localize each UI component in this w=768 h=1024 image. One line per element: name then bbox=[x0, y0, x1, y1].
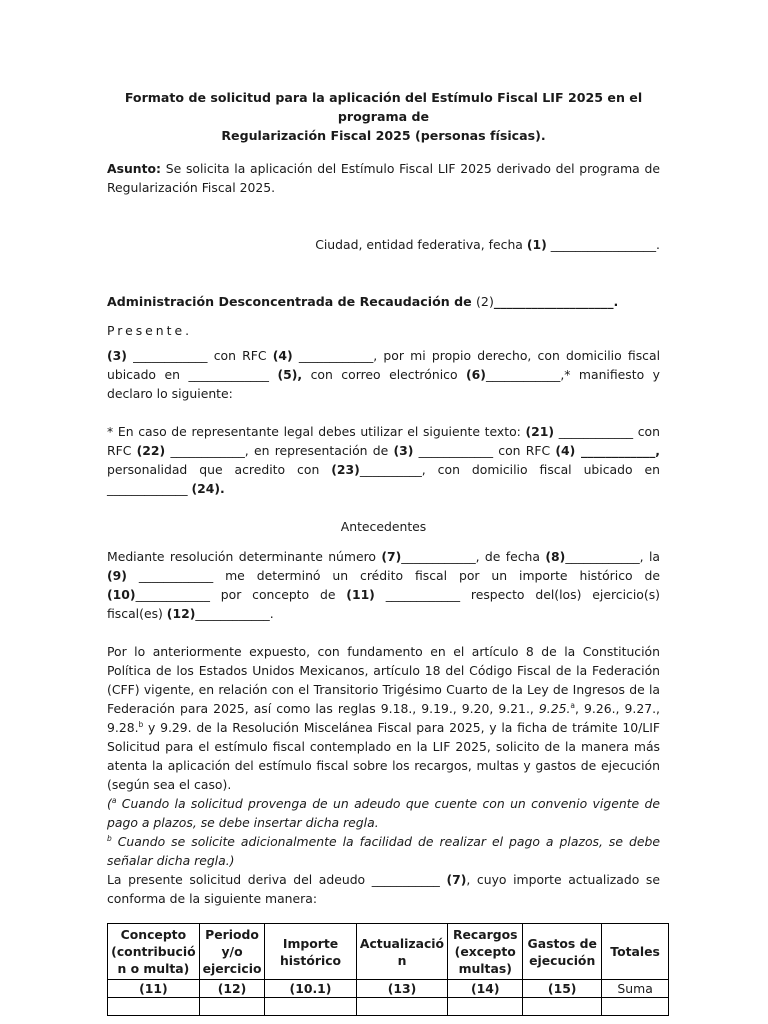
declaracion-paragraph bbox=[107, 346, 664, 403]
presente-text: Presente. bbox=[107, 323, 193, 338]
text-seg: , 9.26., 9.27., 9.28. bbox=[107, 701, 664, 735]
text-seg: __________, con domicilio fiscal ubicado en _____________ bbox=[107, 462, 664, 496]
text-seg: , cuyo importe actualizado se conforma de la siguiente manera: bbox=[107, 872, 664, 906]
text-seg: ____________,* manifiesto y declaro lo siguiente: bbox=[107, 367, 664, 401]
field-num: (10) bbox=[107, 587, 136, 602]
field-num: (9) bbox=[107, 568, 127, 583]
col-periodo: Periodo y/o ejercicio bbox=[199, 924, 265, 980]
footnote-mark-b: b bbox=[138, 719, 144, 729]
field-num: (22) bbox=[136, 443, 166, 458]
table-cell: (15) bbox=[523, 980, 602, 998]
field-num: (11) bbox=[346, 587, 375, 602]
table-cell bbox=[265, 998, 356, 1016]
fecha-num: (1) bbox=[526, 237, 547, 252]
asunto-paragraph bbox=[107, 159, 664, 197]
table-cell: (13) bbox=[356, 980, 448, 998]
title-line-1: Formato de solicitud para la aplicación del Estímulo Fiscal LIF 2025 en el programa de bbox=[124, 90, 643, 124]
field-num: (6) bbox=[466, 367, 486, 382]
text-seg: ____________ respecto del(los) ejercicio(s) fiscal(es) bbox=[107, 587, 664, 621]
text-seg: ____________, de fecha bbox=[401, 549, 546, 564]
administracion-line bbox=[107, 292, 660, 311]
text-seg: ____________ con RFC bbox=[413, 443, 556, 458]
document-title bbox=[107, 88, 660, 145]
text-seg: ____________ con RFC bbox=[126, 348, 273, 363]
table-cell bbox=[356, 998, 448, 1016]
footnote-mark-a: a bbox=[111, 795, 117, 805]
antecedentes-heading: Antecedentes bbox=[340, 519, 427, 534]
table-row bbox=[108, 980, 669, 998]
resolucion-paragraph bbox=[107, 547, 664, 623]
fundamento-paragraph bbox=[107, 642, 664, 794]
asunto-text: Se solicita la aplicación del Estímulo Fiscal LIF 2025 derivado del programa de Regularización Fiscal 2025. bbox=[107, 161, 664, 195]
fecha-line bbox=[107, 235, 660, 254]
field-num: (24). bbox=[191, 481, 225, 496]
table-cell: Suma bbox=[602, 980, 669, 998]
field-num: (8) bbox=[545, 549, 566, 564]
table-cell bbox=[523, 998, 602, 1016]
table-cell bbox=[602, 998, 669, 1016]
text-seg: ____________. bbox=[195, 606, 274, 621]
field-num: (7) bbox=[381, 549, 402, 564]
text-seg: ____________, por mi propio derecho, con domicilio fiscal ubicado en _____________ bbox=[107, 348, 664, 382]
text-seg: ____________, la bbox=[565, 549, 664, 564]
text-seg: ____________ por concepto de bbox=[135, 587, 347, 602]
note-text: Cuando la solicitud provenga de un adeudo que cuente con un convenio vigente de pago a plazos, se debe insertar dicha regla. bbox=[107, 796, 664, 830]
table-cell bbox=[108, 998, 200, 1016]
rule-italic: 9.25. bbox=[538, 701, 571, 716]
text-seg: La presente solicitud deriva del adeudo ___________ bbox=[107, 872, 447, 887]
title-line-2: Regularización Fiscal 2025 (personas físicas). bbox=[221, 128, 546, 143]
field-num: (23) bbox=[331, 462, 360, 477]
field-num: (3) bbox=[107, 348, 127, 363]
field-num: (21) bbox=[525, 424, 555, 439]
table-cell: (10.1) bbox=[265, 980, 356, 998]
note-text: Cuando se solicite adicionalmente la facilidad de realizar el pago a plazos, se debe señalar dicha regla.) bbox=[107, 834, 664, 868]
table-header-row bbox=[108, 924, 669, 980]
nota-b bbox=[107, 832, 664, 870]
fecha-text: Ciudad, entidad federativa, fecha bbox=[315, 237, 527, 252]
table-cell: (12) bbox=[199, 980, 265, 998]
note-paren: ( bbox=[107, 796, 112, 811]
fecha-blank: _________________. bbox=[546, 237, 660, 252]
text-seg: Por lo anteriormente expuesto, con fundamento en el artículo 8 de la Constitución Política de los Estados Unidos Mexicanos, artículo 18 del Código Fiscal de la Federación (CFF) vigente, en relación con el Transitorio Trigésimo Cuarto de la Ley de Ingresos de la Federación para 2025, así como las reglas 9.18., 9.19., 9.20, 9.21., bbox=[107, 644, 664, 716]
col-actualizacion: Actualizació n bbox=[356, 924, 448, 980]
col-recargos: Recargos (excepto multas) bbox=[448, 924, 523, 980]
text-seg: ____________, bbox=[575, 443, 660, 458]
col-gastos: Gastos de ejecución bbox=[523, 924, 602, 980]
text-seg: ____________ me determinó un crédito fiscal por un importe histórico de bbox=[126, 568, 664, 583]
table-cell: (11) bbox=[108, 980, 200, 998]
field-num: (4) bbox=[272, 348, 293, 363]
table-cell bbox=[199, 998, 265, 1016]
field-num: (5), bbox=[277, 367, 303, 382]
text-seg: * En caso de representante legal debes utilizar el siguiente texto: bbox=[107, 424, 526, 439]
text-seg: Mediante resolución determinante número bbox=[107, 549, 382, 564]
text-seg: ____________, en representación de bbox=[165, 443, 394, 458]
text-seg: ____________ con RFC bbox=[107, 424, 664, 458]
col-totales: Totales bbox=[602, 924, 669, 980]
asunto-label: Asunto: bbox=[107, 161, 161, 176]
col-concepto: Concepto (contribució n o multa) bbox=[108, 924, 200, 980]
administracion-text: Administración Desconcentrada de Recaudación de bbox=[107, 294, 477, 309]
nota-a bbox=[107, 794, 664, 832]
administracion-num: (2) bbox=[476, 294, 494, 309]
importe-table bbox=[107, 923, 669, 1016]
text-seg: con correo electrónico bbox=[302, 367, 467, 382]
table-cell: (14) bbox=[448, 980, 523, 998]
text-seg: y 9.29. de la Resolución Miscelánea Fiscal para 2025, y la ficha de trámite 10/LIF Solicitud para el estímulo fiscal contemplado en la LIF 2025, solicito de la manera más atenta la aplicación del estímulo fiscal sobre los recargos, multas y gastos de ejecución (según sea el caso). bbox=[107, 720, 664, 792]
representante-paragraph bbox=[107, 422, 664, 498]
footnote-mark-a: a bbox=[570, 700, 576, 710]
footnote-mark-b: b bbox=[107, 833, 112, 843]
field-num: (3) bbox=[393, 443, 414, 458]
col-importe: Importe histórico bbox=[265, 924, 356, 980]
text-seg: personalidad que acredito con bbox=[107, 443, 664, 477]
table-cell bbox=[448, 998, 523, 1016]
field-num: (12) bbox=[166, 606, 196, 621]
adeudo-paragraph bbox=[107, 870, 664, 908]
administracion-blank: ___________________. bbox=[493, 294, 619, 309]
table-row bbox=[108, 998, 669, 1016]
field-num: (7) bbox=[446, 872, 467, 887]
field-num: (4) bbox=[555, 443, 576, 458]
